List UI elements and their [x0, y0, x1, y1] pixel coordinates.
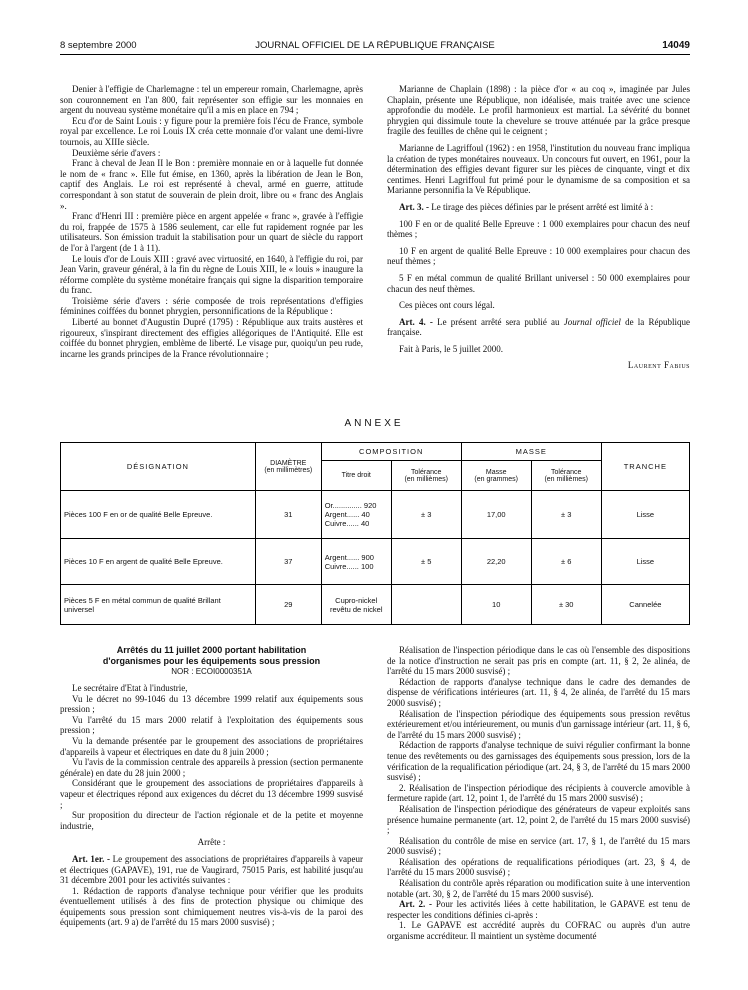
cell-tolerance-2: ± 6 [531, 539, 601, 585]
paragraph: Réalisation des opérations de requalifications périodiques (art. 23, § 4, de l'arrêté du 15 mars 2000 susvisé) ; [387, 856, 690, 878]
bottom-left-column [60, 645, 363, 928]
header-page-number: 14049 [662, 40, 690, 51]
cell-designation: Pièces 100 F en or de qualité Belle Epreuve. [61, 491, 256, 539]
col-header-tolerance-2 [531, 461, 601, 491]
paragraph: 100 F en or de qualité Belle Epreuve : 1 000 exemplaires pour chacun des neuf thèmes ; [387, 218, 690, 240]
paragraph: Franc à cheval de Jean II le Bon : première monnaie en or à laquelle fut donnée le nom de « franc ». Elle fut émise, en 1360, après la libération de Jean le Bon, captif des Anglais. Le roi est représenté à cheval, armé en guerre, attitude correspondant à son statut de souverain de plein droit, libre ou « franc des Anglais ». [60, 158, 363, 211]
paragraph: Vu la demande présentée par le groupement des associations de propriétaires d'appareils à vapeur et électriques en date du 8 juin 2000 ; [60, 735, 363, 757]
article-text: Le tirage des pièces définies par le présent arrêté est limité à : [431, 201, 654, 212]
cell-titre [321, 585, 391, 625]
header-date: 8 septembre 2000 [60, 40, 137, 51]
cell-tolerance-1 [391, 585, 461, 625]
cell-tranche: Lisse [601, 539, 689, 585]
paragraph: Vu l'avis de la commission centrale des appareils à pression (section permanente générale) en date du 28 juin 2000 ; [60, 757, 363, 778]
col-header-designation: DÉSIGNATION [61, 443, 256, 491]
cell-designation: Pièces 10 F en argent de qualité Belle Epreuve. [61, 539, 256, 585]
col-header-diametre [255, 443, 321, 491]
cell-diametre: 37 [255, 539, 321, 585]
top-right-column [387, 84, 690, 371]
cell-tolerance-2: ± 30 [531, 585, 601, 625]
titre-line: Cuivre...... 40 [324, 519, 370, 528]
cell-tolerance-2: ± 3 [531, 491, 601, 539]
signature: Laurent Fabius [627, 360, 690, 371]
paragraph: Réalisation du contrôle de mise en service (art. 17, § 1, de l'arrêté du 15 mars 2000 susvisé) ; [387, 835, 690, 857]
paragraph: Réalisation de l'inspection périodique des générateurs de vapeur exploités sans présence humaine permanente (art. 12, point 2, de l'arrêté du 15 mars 2000 susvisé) ; [387, 803, 690, 836]
header-unit: (en millièmes) [404, 475, 448, 483]
cell-masse: 17,00 [461, 491, 531, 539]
cell-diametre: 31 [255, 491, 321, 539]
titre-line: revêtu de nickel [329, 604, 383, 614]
article-2 [387, 899, 690, 920]
cell-titre [321, 539, 391, 585]
article-text: de la République française. [387, 316, 690, 338]
nor-reference: NOR : ECOI0000351A [171, 667, 252, 676]
table-row [61, 539, 690, 585]
article-label: Art. 1er. - [72, 853, 110, 864]
paragraph: Réalisation de l'inspection périodique des équipements sous pression revêtus extérieurement et/ou intérieurement, ou munis d'un garnissage intérieur (art. 11, § 6, de l'arrêté du 15 mars 2000 susvisé) ; [387, 708, 690, 740]
cell-masse: 22,20 [461, 539, 531, 585]
annexe-heading: ANNEXE [344, 418, 404, 429]
article-text: Le présent arrêté sera publié au [437, 316, 564, 327]
titre-line: Cupro-nickel [335, 595, 378, 605]
titre-line: Argent...... 900 [324, 552, 374, 562]
cell-tolerance-1: ± 5 [391, 539, 461, 585]
cell-tolerance-1: ± 3 [391, 491, 461, 539]
top-left-column [60, 84, 363, 359]
header-unit: (en millimètres) [264, 466, 313, 474]
header-text: Tolérance [411, 468, 442, 476]
col-header-masse: MASSE [461, 443, 601, 461]
col-header-composition: COMPOSITION [321, 443, 461, 461]
paragraph: Deuxième série d'avers : [72, 147, 161, 158]
paragraph: 10 F en argent de qualité Belle Epreuve : 10 000 exemplaires pour chacun des neuf thèmes ; [387, 245, 690, 267]
header-text: Tolérance [551, 468, 582, 476]
arrete-word: Arrête : [197, 837, 226, 848]
paragraph: Ces pièces ont cours légal. [399, 300, 495, 311]
article-1 [60, 854, 363, 886]
paragraph: Rédaction de rapports d'analyse technique dans le cadre des demandes de dispense de vérifications intérieures (art. 11, § 4, 2e alinéa, de l'arrêté du 15 mars 2000 susvisé) ; [387, 676, 690, 708]
paragraph: Le louis d'or de Louis XIII : gravé avec virtuosité, en 1640, à l'effigie du roi, par Jean Varin, graveur général, à la fin du règne de Louis XIII, le « louis » inaugure la réforme complète du système monétaire français qui signe la disparition temporaire du franc. [60, 253, 363, 296]
article-label: Art. 4. - [399, 316, 433, 327]
cell-tranche: Cannelée [601, 585, 689, 625]
cell-masse: 10 [461, 585, 531, 625]
article-3 [387, 202, 690, 213]
paragraph: Réalisation du contrôle après réparation ou modification suite à une intervention notable (art. 30, § 2, de l'arrêté du 15 mars 2000 susvisé). [387, 878, 690, 899]
arrete-title-line: d'organismes pour les équipements sous pression [102, 655, 321, 666]
paragraph: 5 F en métal commun de qualité Brillant universel : 50 000 exemplaires pour chacun des neuf thèmes. [387, 272, 690, 294]
cell-titre [321, 491, 391, 539]
paragraph: Rédaction de rapports d'analyse technique de suivi régulier confirmant la bonne tenue des revêtements ou des garnissages des équipements sous pression, lors de la vérification de la requalification périodique (art. 24, § 3, de l'arrêté du 15 mars 2000 susvisé) ; [387, 740, 690, 783]
col-header-titre: Titre droit [321, 461, 391, 491]
table-row [61, 585, 690, 625]
bottom-right-column [387, 645, 690, 942]
paragraph: Denier à l'effigie de Charlemagne : tel un empereur romain, Charlemagne, après son couronnement en l'an 800, fait représenter son effigie sur les monnaies en argent du nouveau système monétaire qu'il a mis en place en 794 ; [60, 84, 363, 116]
header-text: Masse [485, 468, 507, 476]
annexe-table [60, 442, 690, 625]
paragraph: Le secrétaire d'Etat à l'industrie, [72, 683, 188, 693]
paragraph: Vu l'arrêté du 15 mars 2000 relatif à l'exploitation des équipements sous pression ; [60, 714, 363, 736]
article-label: Art. 3. - [399, 201, 429, 212]
header-text: DIAMÈTRE [270, 459, 307, 467]
paragraph: Réalisation de l'inspection périodique dans le cas où l'ensemble des dispositions de la notice d'instruction ne serait pas pris en compte (art. 11, § 2, 2e alinéa, de l'arrêté du 15 mars 2000 susvisé) ; [387, 645, 690, 677]
paragraph: Liberté au bonnet d'Augustin Dupré (1795) : République aux traits austères et rigoureux, s'inspirant directement des effigies allégoriques de l'Antiquité. Elle est coiffée du bonnet phrygien, emblème de liberté. Le visage pur, quoiqu'un peu rude, incarne les grands principes de la France révolutionnaire ; [60, 317, 363, 359]
paragraph: Troisième série d'avers : série composée de trois représentations d'effigies féminines coiffées du bonnet phrygien, personnifications de la République : [60, 295, 363, 317]
header-unit: (en grammes) [474, 475, 518, 483]
col-header-tolerance-1 [391, 461, 461, 491]
cell-designation: Pièces 5 F en métal commun de qualité Brillant universel [61, 585, 256, 625]
titre-line: Or.............. 920 [324, 501, 377, 510]
journal-name: Journal officiel [563, 316, 621, 327]
paragraph: Vu le décret no 99-1046 du 13 décembre 1999 relatif aux équipements sous pression ; [60, 693, 363, 715]
paragraph: 2. Réalisation de l'inspection périodique des récipients à couvercle amovible à fermeture rapide (art. 12, point 1, de l'arrêté du 15 mars 2000 susvisé) ; [387, 782, 690, 804]
table-row [61, 491, 690, 539]
paragraph: Marianne de Chaplain (1898) : la pièce d'or « au coq », imaginée par Jules Chaplain, présente une République, non idéalisée, mais traitée avec une science approfondie du modèle. Le profil harmonieux est martial. La sévérité du bonnet phrygien qui dissimule toute la chevelure se trouve atténuée par la grâce presque fragile des feuilles de chêne qui le ceignent ; [387, 84, 690, 137]
paragraph: Ecu d'or de Saint Louis : y figure pour la première fois l'écu de France, symbole royal par excellence. Le roi Louis IX créa cette monnaie d'or valant une demi-livre tournois, au XIIIe siècle. [60, 115, 363, 147]
paragraph: 1. Rédaction de rapports d'analyse technique pour vérifier que les produits éventuellement utilisés à des fins de protection physique ou chimique des équipements sous pression sont chimiquement neutres vis-à-vis de la paroi des équipements (art. 9 a) de l'arrêté du 15 mars 2000 susvisé) ; [60, 885, 363, 928]
cell-diametre: 29 [255, 585, 321, 625]
paragraph: Sur proposition du directeur de l'action régionale et de la petite et moyenne industrie, [60, 810, 363, 831]
paragraph: 1. Le GAPAVE est accrédité auprès du COFRAC ou auprès d'un autre organisme accréditeur. Il maintient un système documenté [387, 920, 690, 942]
arrete-title-line: Arrêtés du 11 juillet 2000 portant habilitation [116, 645, 307, 655]
arrete-title [60, 645, 363, 666]
titre-line: Argent...... 40 [324, 510, 370, 519]
paragraph: Franc d'Henri III : première pièce en argent appelée « franc », gravée à l'effigie du roi, frappée de 1575 à 1586 seulement, car elle fut rapidement rognée par les utilisateurs. Son émission traduit la stabilisation pour un quart de siècle du rapport de l'or à l'argent (de 1 à 11). [60, 211, 363, 253]
col-header-tranche: TRANCHE [601, 443, 689, 491]
header-unit: (en millièmes) [544, 475, 588, 483]
signing-place-date: Fait à Paris, le 5 juillet 2000. [399, 343, 503, 354]
page-header [60, 40, 690, 54]
article-label: Art. 2. - [399, 899, 433, 910]
titre-line: Cuivre...... 100 [324, 561, 374, 571]
paragraph: Marianne de Lagriffoul (1962) : en 1958, l'institution du nouveau franc impliqua la création de types monétaires nouveaux. Un concours fut ouvert, en 1961, pour la détermination des effigies devant figurer sur les pièces de cinquante, vingt et dix centimes. Henri Lagriffoul fut primé pour le dynamisme de sa composition et sa Marianne personnifia la Ve République. [387, 142, 690, 196]
article-4 [387, 317, 690, 338]
header-journal-title: JOURNAL OFFICIEL DE LA RÉPUBLIQUE FRANÇAISE [255, 40, 495, 51]
header-rule [60, 54, 690, 55]
col-header-masse-g [461, 461, 531, 491]
cell-tranche: Lisse [601, 491, 689, 539]
paragraph: Considérant que le groupement des associations de propriétaires d'appareils à vapeur et électriques répond aux exigences du décret du 13 décembre 1999 susvisé ; [60, 778, 363, 810]
article-text: Pour les activités liées à cette habilitation, le GAPAVE est tenu de respecter les conditions définies ci-après : [387, 899, 690, 920]
article-text: Le groupement des associations de propriétaires d'appareils à vapeur et électriques (GAPAVE), 191, rue de Vaugirard, 75015 Paris, est habilité jusqu'au 31 décembre 2001 pour les activités suivantes : [60, 853, 364, 886]
